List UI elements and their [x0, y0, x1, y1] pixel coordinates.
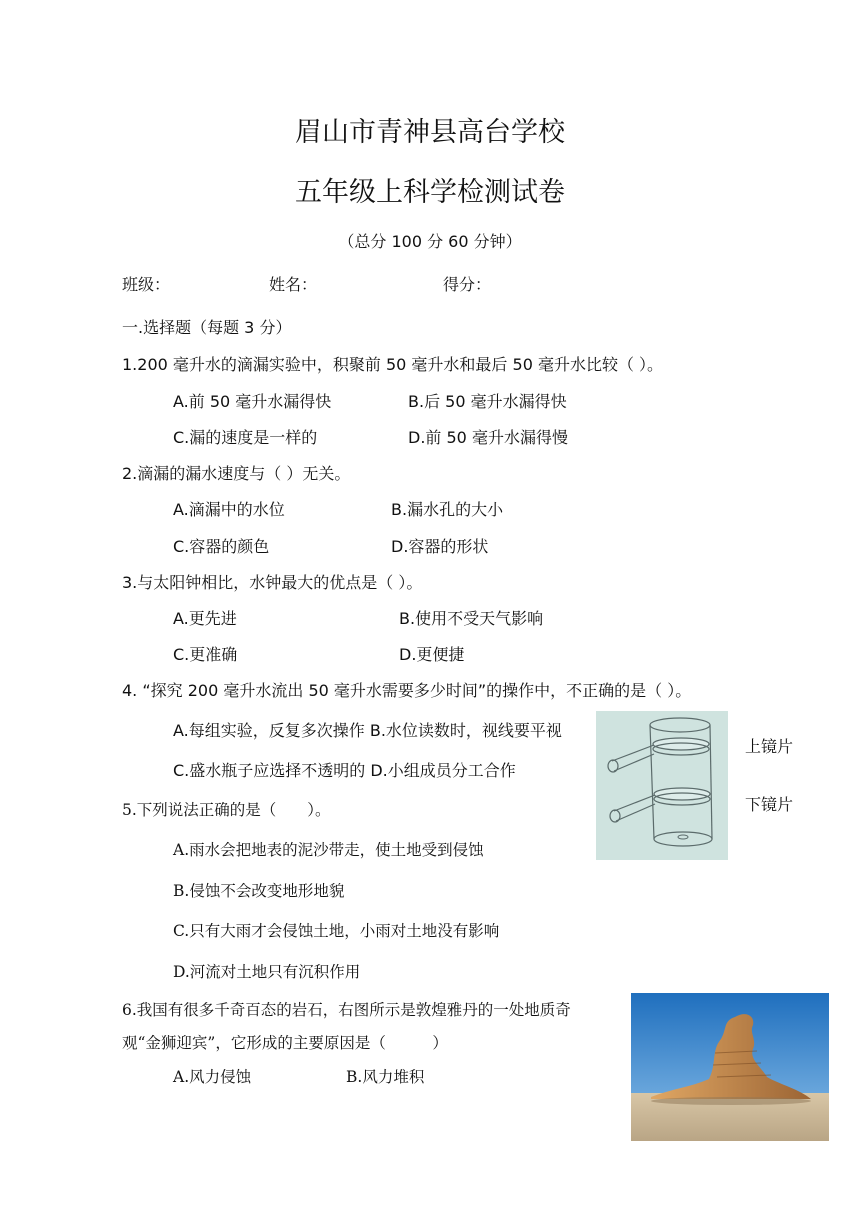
question-3-option-d: D.更便捷	[399, 645, 465, 664]
question-6-option-a: A.风力侵蚀	[173, 1068, 252, 1086]
question-1-stem: 1.200 毫升水的滴漏实验中，积聚前 50 毫升水和最后 50 毫升水比较（ ）。	[122, 355, 664, 374]
school-title: 眉山市青神县高台学校	[295, 117, 565, 148]
score-label: 得分：	[443, 275, 492, 294]
question-4-options-cd: C.盛水瓶子应选择不透明的 D.小组成员分工合作	[173, 761, 516, 780]
question-1-option-c: C.漏的速度是一样的	[173, 428, 318, 447]
question-2-option-d: D.容器的形状	[391, 537, 489, 556]
question-6-stem-line-2: 观“金狮迎宾”，它形成的主要原因是（ ）	[122, 1034, 448, 1052]
question-2-option-c: C.容器的颜色	[173, 537, 270, 556]
question-5-option-a: A.雨水会把地表的泥沙带走，使土地受到侵蚀	[173, 841, 484, 859]
lower-lens-label: 下镜片	[745, 795, 794, 814]
name-label: 姓名：	[269, 275, 318, 294]
question-5-option-c: C.只有大雨才会侵蚀土地，小雨对土地没有影响	[173, 922, 500, 940]
question-4-stem: 4. “探究 200 毫升水流出 50 毫升水需要多少时间”的操作中，不正确的是（ ）。	[122, 681, 692, 700]
question-5-stem: 5.下列说法正确的是（ ）。	[122, 801, 331, 819]
question-2-option-b: B.漏水孔的大小	[391, 500, 504, 519]
question-3-option-a: A.更先进	[173, 609, 237, 628]
question-6-stem-line-1: 6.我国有很多千奇百态的岩石，右图所示是敦煌雅丹的一处地质奇	[122, 1001, 571, 1019]
class-label: 班级：	[122, 275, 171, 294]
question-4-options-ab: A.每组实验，反复多次操作 B.水位读数时，视线要平视	[173, 721, 562, 740]
question-6-option-b: B.风力堆积	[346, 1068, 425, 1086]
exam-title: 五年级上科学检测试卷	[295, 177, 565, 208]
question-3-stem: 3.与太阳钟相比，水钟最大的优点是（ ）。	[122, 573, 423, 592]
upper-lens-label: 上镜片	[745, 737, 794, 756]
lens-apparatus-drawing	[596, 711, 728, 860]
question-1-option-b: B.后 50 毫升水漏得快	[408, 392, 567, 411]
exam-meta: （总分 100 分 60 分钟）	[338, 232, 522, 251]
yardang-rock-drawing	[631, 993, 829, 1141]
question-5-option-b: B.侵蚀不会改变地形地貌	[173, 882, 345, 900]
lens-apparatus-figure	[596, 711, 728, 860]
question-3-option-c: C.更准确	[173, 645, 238, 664]
yardang-rock-photo	[631, 993, 829, 1141]
question-1-option-d: D.前 50 毫升水漏得慢	[408, 428, 568, 447]
question-3-option-b: B.使用不受天气影响	[399, 609, 544, 628]
question-2-option-a: A.滴漏中的水位	[173, 500, 285, 519]
question-1-option-a: A.前 50 毫升水漏得快	[173, 392, 332, 411]
question-5-option-d: D.河流对土地只有沉积作用	[173, 963, 361, 981]
section-title: 一.选择题（每题 3 分）	[122, 318, 292, 337]
question-2-stem: 2.滴漏的漏水速度与（ ）无关。	[122, 464, 351, 483]
